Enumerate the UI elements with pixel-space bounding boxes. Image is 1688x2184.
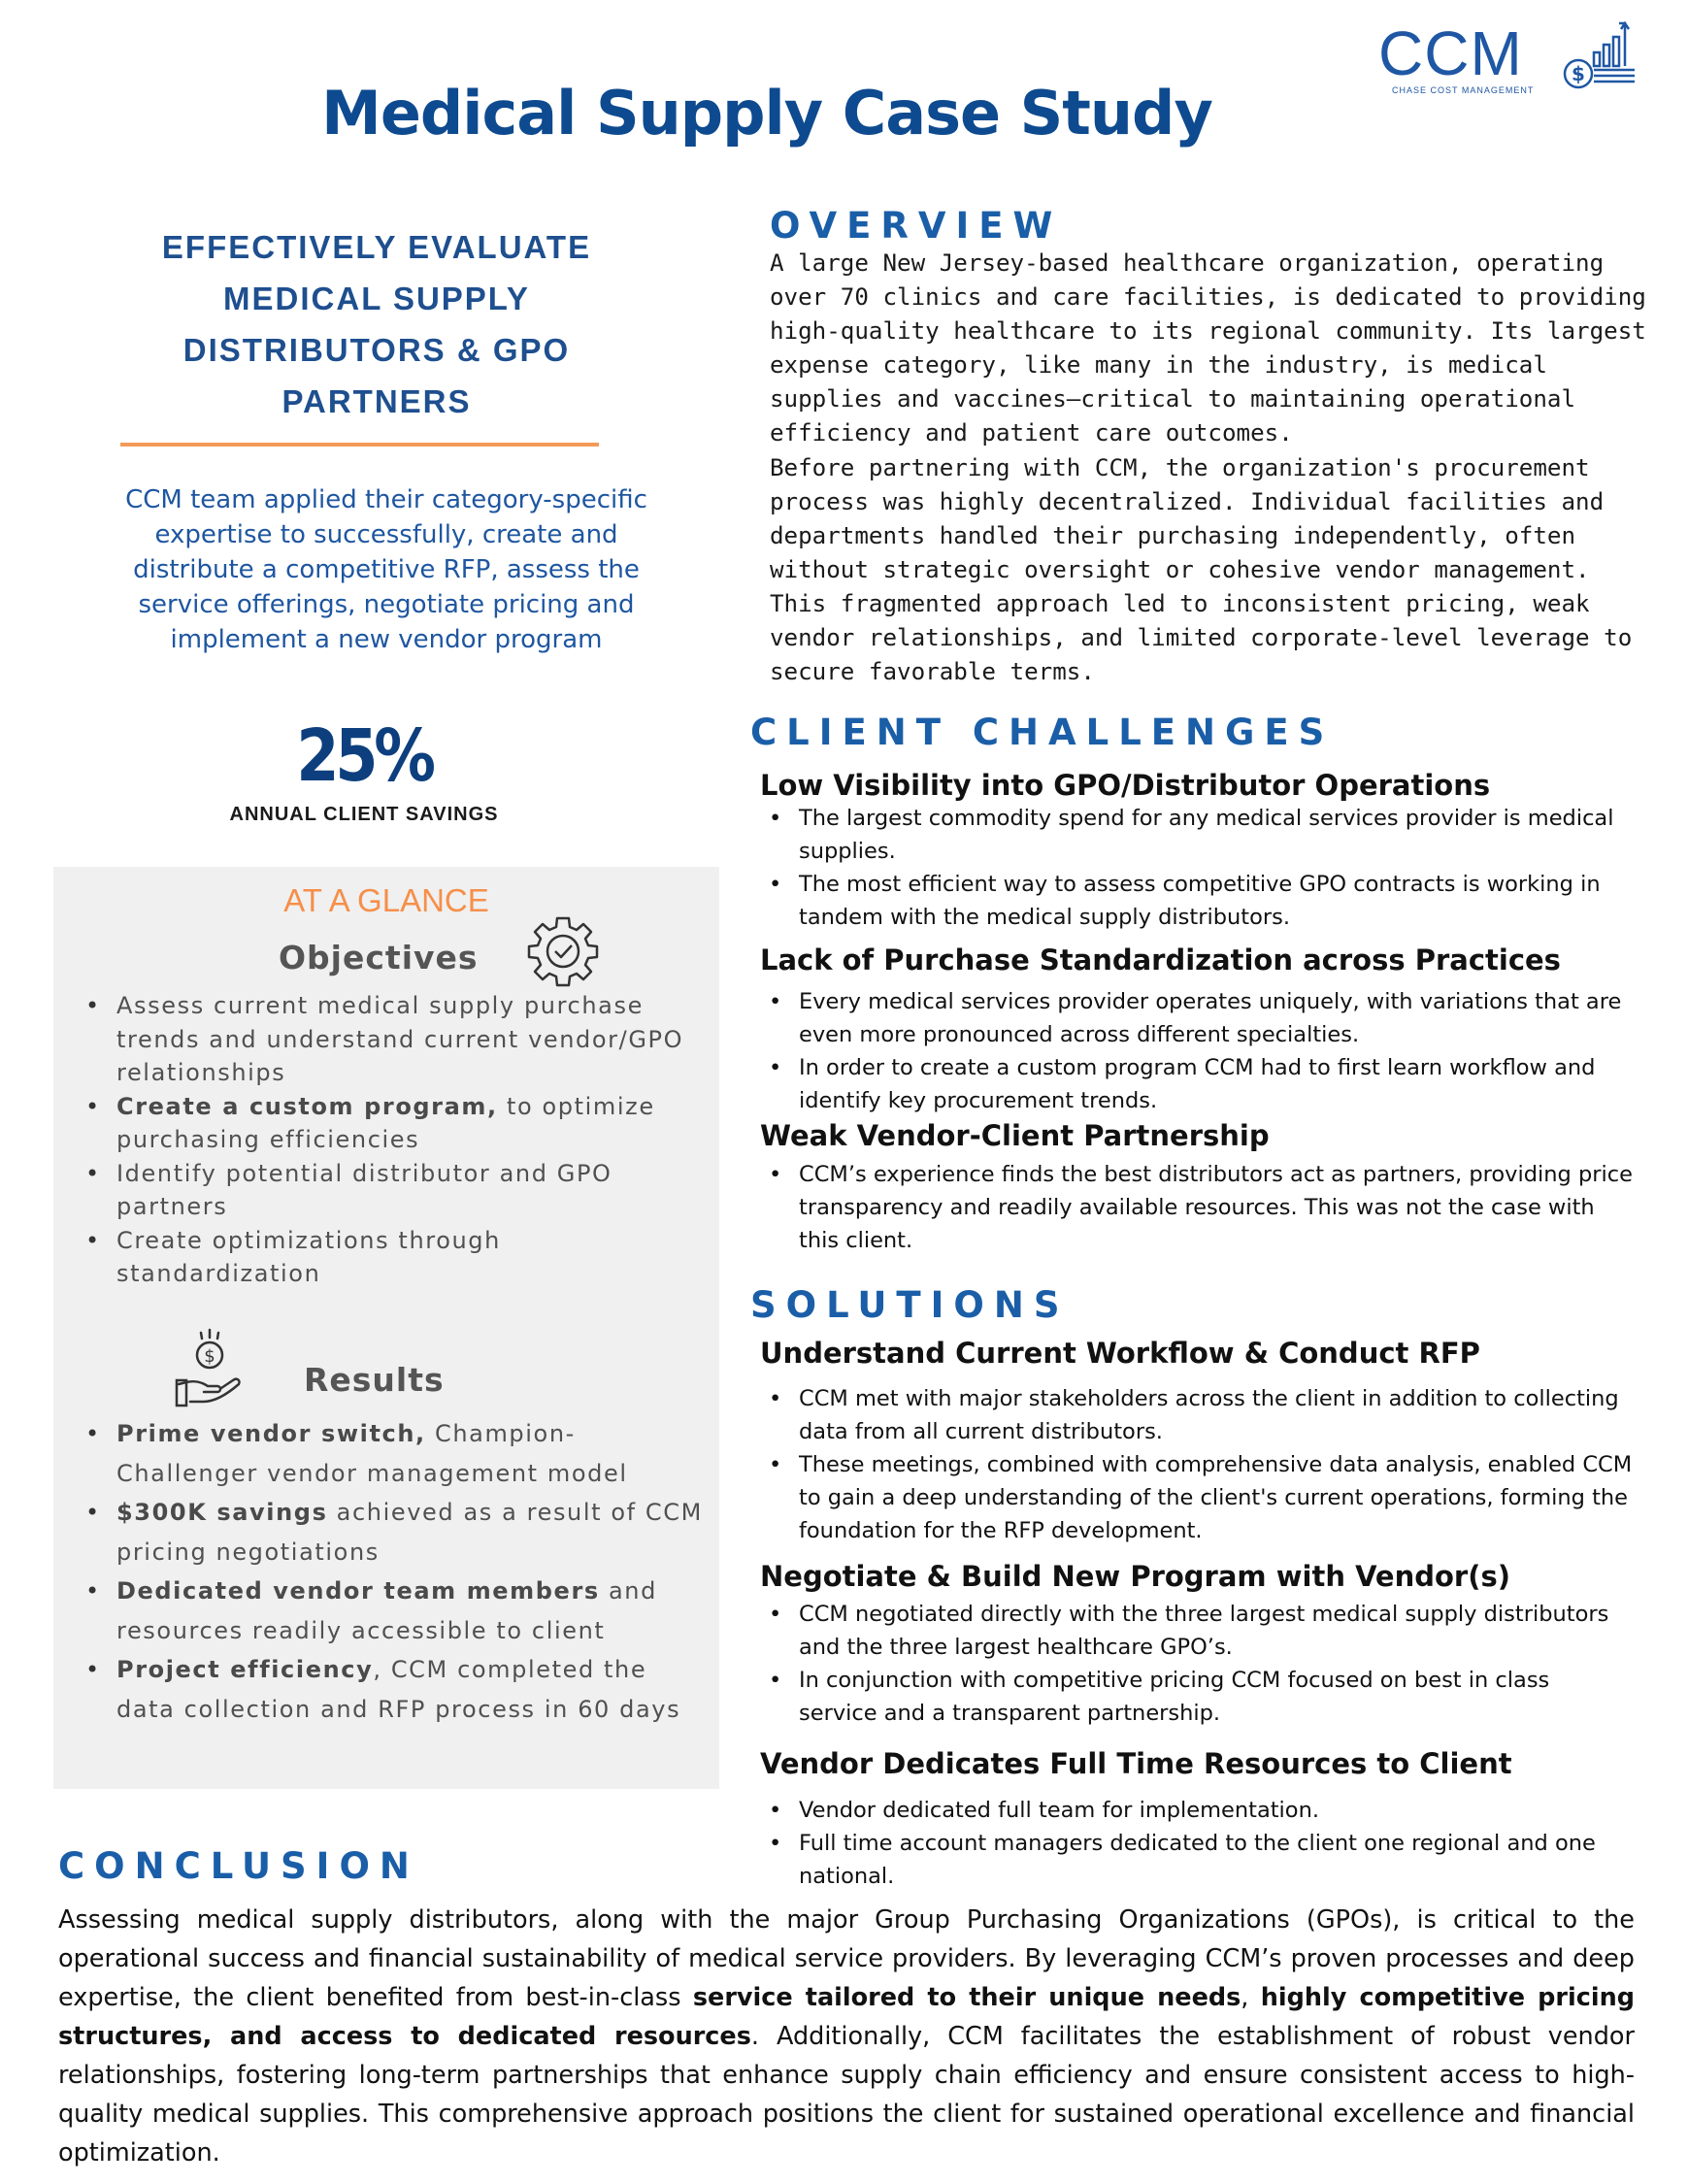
list-item: • In order to create a custom program CCM had to first learn workflow and identify key procurement trends. [760,1051,1634,1117]
gear-check-icon [524,912,602,990]
solution-heading: Negotiate & Build New Program with Vendor(s) [760,1560,1511,1593]
challenge-heading: Lack of Purchase Standardization across Practices [760,943,1561,976]
results-list [53,1414,713,1729]
challenge-list [760,1158,1634,1257]
logo-tagline: CHASE COST MANAGEMENT [1392,85,1535,95]
list-item: • Dedicated vendor team members and resources readily accessible to client [53,1572,713,1650]
conclusion-paragraph: Assessing medical supply distributors, along with the major Group Purchasing Organizations (GPOs), is critical to the operational success and financial sustainability of medical service providers. By leveraging CCM’s proven processes and deep expertise, the client benefited from best-in-class service tailored to their unique needs, highly competitive pricing structures, and access to dedicated resources. Additionally, CCM facilitates the establishment of robust vendor relationships, fostering long-term partnerships that enhance supply chain efficiency and ensure consistent access to high-quality medical supplies. This comprehensive approach positions the client for sustained operational excellence and financial optimization. [58,1905,1635,2167]
list-item: • Project efficiency, CCM completed the data collection and RFP process in 60 days [53,1650,713,1729]
list-item: • $300K savings achieved as a result of CCM pricing negotiations [53,1493,713,1572]
savings-stat-label: ANNUAL CLIENT SAVINGS [229,804,499,825]
client-challenges-title: CLIENT CHALLENGES [750,711,1335,753]
challenge-heading: Weak Vendor-Client Partnership [760,1119,1270,1152]
logo-text: CCM [1378,18,1523,88]
challenge-list [760,802,1634,934]
list-item: • Prime vendor switch, Champion-Challenger vendor management model [53,1414,713,1493]
list-item: • Full time account managers dedicated to the client one regional and one national. [760,1827,1634,1893]
svg-text:$: $ [1572,62,1585,85]
list-item: • The most efficient way to assess competitive GPO contracts is working in tandem with the medical supply distributors. [760,868,1634,934]
left-heading [116,221,637,427]
overview-paragraph: A large New Jersey-based healthcare organization, operating over 70 clinics and care facilities, is dedicated to providing high-quality healthcare to its regional community. Its largest expense category, like many in the industry, is medical supplies and vaccines—critical to maintaining operational efficiency and patient care outcomes. [770,249,1646,447]
solution-list [760,1598,1634,1730]
list-item: • CCM met with major stakeholders across the client in addition to collecting data from all current distributors. [760,1382,1634,1448]
list-item: • Vendor dedicated full team for implementation. [760,1794,1634,1827]
left-heading-line: PARTNERS [281,383,472,419]
list-item: • Create optimizations through standardization [53,1224,704,1291]
solution-list [760,1382,1634,1547]
objectives-list [53,989,704,1291]
list-item: • Every medical services provider operates uniquely, with variations that are even more pronounced across different specialties. [760,985,1634,1051]
list-item: • CCM negotiated directly with the three largest medical supply distributors and the three largest healthcare GPO’s. [760,1598,1634,1664]
conclusion-title: CONCLUSION [58,1845,419,1887]
solution-list [760,1794,1634,1893]
left-heading-line: DISTRIBUTORS & GPO [182,332,571,368]
overview-title: OVERVIEW [770,205,1063,247]
list-item: • Assess current medical supply purchase trends and understand current vendor/GPO relationships [53,989,704,1090]
challenge-heading: Low Visibility into GPO/Distributor Operations [760,769,1491,802]
orange-divider [120,443,599,447]
left-heading-line: EFFECTIVELY EVALUATE [161,229,592,265]
list-item: • These meetings, combined with comprehensive data analysis, enabled CCM to gain a deep understanding of the client's current operations, forming the foundation for the RFP development. [760,1448,1634,1547]
money-hand-icon [175,1328,245,1409]
list-item: • CCM’s experience finds the best distributors act as partners, providing price transparency and readily available resources. This was not the case with this client. [760,1158,1634,1257]
intro-text: CCM team applied their category-specific expertise to successfully, create and distribute a competitive RFP, assess the service offerings, negotiate pricing and implement a new vendor program [125,485,647,654]
solutions-title: SOLUTIONS [750,1284,1070,1326]
svg-text:$: $ [204,1346,215,1367]
objectives-title: Objectives [279,939,479,976]
savings-stat-value: 25% [296,714,432,798]
results-title: Results [304,1361,445,1399]
list-item: • Identify potential distributor and GPO partners [53,1157,704,1224]
page-title: Medical Supply Case Study [321,78,1212,149]
at-a-glance-title: AT A GLANCE [283,882,489,918]
list-item: • In conjunction with competitive pricing CCM focused on best in class service and a transparent partnership. [760,1664,1634,1730]
left-heading-line: MEDICAL SUPPLY [223,281,530,316]
solution-heading: Vendor Dedicates Full Time Resources to Client [760,1747,1512,1780]
solution-heading: Understand Current Workflow & Conduct RFP [760,1337,1480,1370]
list-item: • Create a custom program, to optimize purchasing efficiencies [53,1090,704,1157]
logo-chart-coin-icon [1559,19,1637,97]
challenge-list [760,985,1634,1117]
overview-paragraph: Before partnering with CCM, the organization's procurement process was highly decentralized. Individual facilities and departments handled their purchasing independently, often without strategic oversight or cohesive vendor management. This fragmented approach led to inconsistent pricing, weak vendor relationships, and limited corporate-level leverage to secure favorable terms. [770,454,1633,685]
list-item: • The largest commodity spend for any medical services provider is medical supplies. [760,802,1634,868]
